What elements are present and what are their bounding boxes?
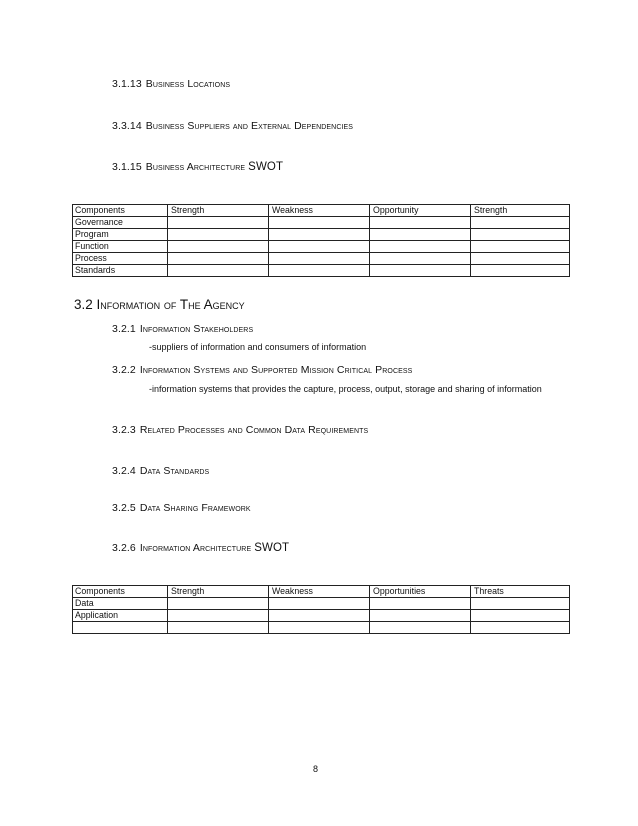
heading-3-2-5 — [112, 502, 251, 514]
heading-text: Related Processes and Common Data Requirements — [139, 424, 369, 436]
table-row — [73, 241, 570, 253]
heading-text: Information of The Agency — [96, 297, 245, 312]
table-cell — [168, 241, 269, 253]
heading-text: Data Standards — [139, 465, 210, 477]
heading-text: Data Sharing Framework — [139, 502, 251, 514]
row-label: Governance — [73, 217, 168, 229]
heading-3-1-13 — [112, 78, 230, 90]
table-cell — [269, 265, 370, 277]
heading-number: 3.2.6 — [112, 542, 136, 554]
row-label — [73, 622, 168, 634]
table-header-cell: Opportunities — [370, 586, 471, 598]
table-cell — [269, 241, 370, 253]
table-cell — [168, 229, 269, 241]
table-cell — [471, 253, 570, 265]
heading-3-2-2 — [112, 364, 412, 376]
table-header-cell: Weakness — [269, 586, 370, 598]
information-systems-description: -information systems that provides the capture, process, output, storage and sharing of information — [149, 384, 542, 394]
table-header-cell: Strength — [168, 586, 269, 598]
table-cell — [471, 217, 570, 229]
table-cell — [370, 598, 471, 610]
heading-text: Business Suppliers and External Dependencies — [145, 120, 354, 132]
table-cell — [168, 610, 269, 622]
table-header-cell: Weakness — [269, 205, 370, 217]
heading-number: 3.2.3 — [112, 424, 136, 436]
table-header-cell: Strength — [168, 205, 269, 217]
table-cell — [168, 598, 269, 610]
table-cell — [168, 622, 269, 634]
table-cell — [471, 241, 570, 253]
table-row — [73, 598, 570, 610]
table-row — [73, 622, 570, 634]
table-cell — [471, 265, 570, 277]
table-cell — [370, 265, 471, 277]
heading-number: 3.2 — [74, 297, 93, 312]
table-cell — [471, 598, 570, 610]
table-cell — [168, 265, 269, 277]
table-header-cell: Strength — [471, 205, 570, 217]
table-cell — [269, 598, 370, 610]
row-label: Data — [73, 598, 168, 610]
table-header-row — [73, 586, 570, 598]
heading-text: Information Stakeholders — [139, 323, 254, 335]
table-row — [73, 610, 570, 622]
table-cell — [471, 229, 570, 241]
heading-number: 3.2.1 — [112, 323, 136, 335]
table-cell — [269, 229, 370, 241]
table-cell — [370, 622, 471, 634]
heading-3-2-4 — [112, 465, 209, 477]
table-cell — [269, 622, 370, 634]
table-header-row — [73, 205, 570, 217]
table-cell — [370, 241, 471, 253]
heading-3-1-15 — [112, 161, 283, 173]
stakeholders-description: -suppliers of information and consumers of information — [149, 342, 367, 352]
table-row — [73, 217, 570, 229]
row-label: Process — [73, 253, 168, 265]
table-cell — [269, 253, 370, 265]
table-header-cell: Opportunity — [370, 205, 471, 217]
heading-number: 3.3.14 — [112, 120, 142, 132]
heading-text: Business Architecture — [145, 161, 246, 173]
heading-number: 3.2.4 — [112, 465, 136, 477]
heading-3-2-6 — [112, 542, 289, 554]
table-header-cell: Threats — [471, 586, 570, 598]
table-cell — [471, 610, 570, 622]
heading-text: Information Systems and Supported Mission Critical Process — [139, 364, 413, 376]
heading-text: Information Architecture — [139, 542, 252, 554]
heading-number: 3.2.2 — [112, 364, 136, 376]
table-row — [73, 229, 570, 241]
table-cell — [168, 217, 269, 229]
business-swot-table — [72, 204, 570, 277]
row-label: Function — [73, 241, 168, 253]
heading-number: 3.1.13 — [112, 78, 142, 90]
heading-number: 3.2.5 — [112, 502, 136, 514]
table-cell — [471, 622, 570, 634]
table-cell — [370, 610, 471, 622]
table-cell — [269, 610, 370, 622]
heading-number: 3.1.15 — [112, 161, 142, 173]
table-cell — [269, 217, 370, 229]
table-cell — [168, 253, 269, 265]
row-label: Standards — [73, 265, 168, 277]
row-label: Program — [73, 229, 168, 241]
page-number: 8 — [313, 764, 319, 774]
information-swot-table — [72, 585, 570, 634]
heading-3-3-14 — [112, 120, 353, 132]
table-cell — [370, 217, 471, 229]
heading-3-2-3 — [112, 424, 368, 436]
heading-3-2 — [74, 297, 245, 312]
heading-tail: SWOT — [248, 161, 284, 173]
heading-3-2-1 — [112, 323, 253, 335]
table-cell — [370, 229, 471, 241]
heading-text: Business Locations — [145, 78, 231, 90]
table-row — [73, 265, 570, 277]
table-cell — [370, 253, 471, 265]
table-header-cell: Components — [73, 586, 168, 598]
table-header-cell: Components — [73, 205, 168, 217]
heading-tail: SWOT — [254, 542, 290, 554]
row-label: Application — [73, 610, 168, 622]
table-row — [73, 253, 570, 265]
